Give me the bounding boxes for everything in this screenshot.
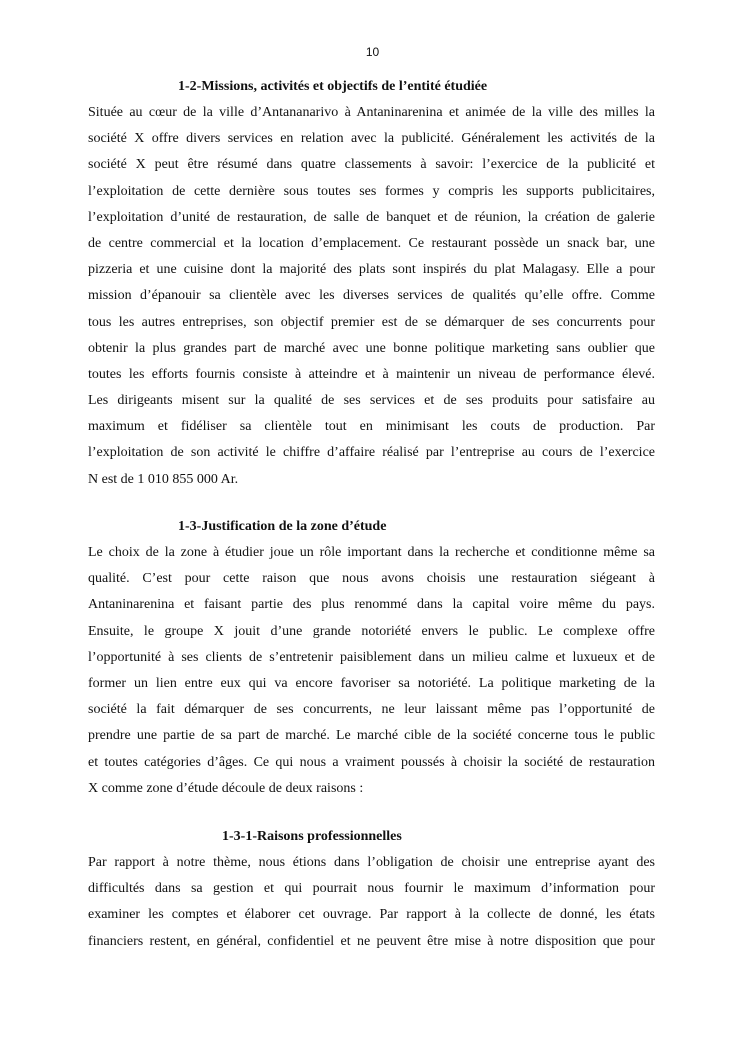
text-line: N est de 1 010 855 000 Ar. — [88, 471, 239, 487]
text-line: et toutes catégories d’âges. Ce qui nous a vraiment poussés à choisir la société de restauration — [88, 754, 655, 770]
text-line: maximum et fidéliser sa clientèle tout en minimisant les couts de production. Par — [88, 419, 655, 435]
text-line: X comme zone d’étude découle de deux raisons : — [88, 780, 364, 796]
section-paragraph-1-3-1 — [88, 850, 655, 955]
text-line: société la fait démarquer de ses concurrents, ne leur laissant même pas l’opportunité de — [88, 702, 655, 718]
text-line: Antaninarenina et faisant partie des plus renommé dans la capital voire même du pays. — [88, 597, 655, 613]
text-line: société X peut être résumé dans quatre classements à savoir: l’exercice de la publicité et — [88, 157, 655, 173]
section-heading-1-3: 1-3-Justification de la zone d’étude — [178, 519, 387, 534]
text-line: l’opportunité à ses clients de s’entretenir paisiblement dans un milieu calme et luxueux et de — [88, 649, 655, 665]
page-number: 10 — [365, 45, 380, 59]
text-line: prendre une partie de sa part de marché. Le marché cible de la société concerne tous le public — [88, 728, 655, 744]
text-line: toutes les efforts fournis consiste à atteindre et à maintenir un niveau de performance élevé. — [88, 366, 655, 382]
section-paragraph-1-2 — [88, 100, 655, 493]
text-line: de centre commercial et la location d’emplacement. Ce restaurant possède un snack bar, une — [88, 235, 655, 251]
text-line: société X offre divers services en relation avec la publicité. Généralement les activités de la — [88, 131, 655, 147]
text-line: l’exploitation d’unité de restauration, de salle de banquet et de réunion, la création de galerie — [88, 209, 655, 225]
text-line: financiers restent, en général, confidentiel et ne peuvent être mise à notre disposition que pour — [88, 933, 655, 949]
section-heading-1-2: 1-2-Missions, activités et objectifs de l’entité étudiée — [178, 79, 488, 94]
text-line: mission d’épanouir sa clientèle avec les diverses services de qualités qu’elle offre. Comme — [88, 288, 655, 304]
text-line: Le choix de la zone à étudier joue un rôle important dans la recherche et conditionne même sa — [88, 545, 655, 560]
text-line: Située au cœur de la ville d’Antananarivo à Antaninarenina et animée de la ville des milles la — [88, 105, 655, 120]
text-line: tous les autres entreprises, son objectif premier est de se démarquer de ses concurrents pour — [88, 314, 655, 330]
text-line: examiner les comptes et élaborer cet ouvrage. Par rapport à la collecte de donné, les états — [88, 907, 655, 923]
text-line: l’exploitation de son activité le chiffre d’affaire réalisé par l’entreprise au cours de l’exercice — [88, 445, 655, 461]
text-line: former un lien entre eux qui va encore favoriser sa notoriété. La politique marketing de la — [88, 675, 655, 691]
text-line: pizzeria et une cuisine dont la majorité des plats sont inspirés du plat Malagasy. Elle a pour — [88, 262, 655, 278]
text-line: obtenir la plus grandes part de marché avec une bonne politique marketing sans oublier que — [88, 340, 655, 356]
text-line: Ensuite, le groupe X jouit d’une grande notoriété envers le public. Le complexe offre — [88, 623, 655, 639]
text-line: l’exploitation de cette dernière sous toutes ses formes y compris les supports publicitaires, — [88, 183, 655, 199]
text-line: Les dirigeants misent sur la qualité de ses services et de ses produits pour satisfaire au — [88, 393, 655, 409]
section-heading-1-3-1: 1-3-1-Raisons professionnelles — [222, 829, 402, 844]
text-line: difficultés dans sa gestion et qui pourrait nous fournir le maximum d’information pour — [88, 881, 655, 897]
section-paragraph-1-3 — [88, 540, 655, 802]
text-line: qualité. C’est pour cette raison que nous avons choisis une restauration siégeant à — [88, 571, 655, 587]
text-line: Par rapport à notre thème, nous étions dans l’obligation de choisir une entreprise ayant des — [88, 855, 655, 870]
